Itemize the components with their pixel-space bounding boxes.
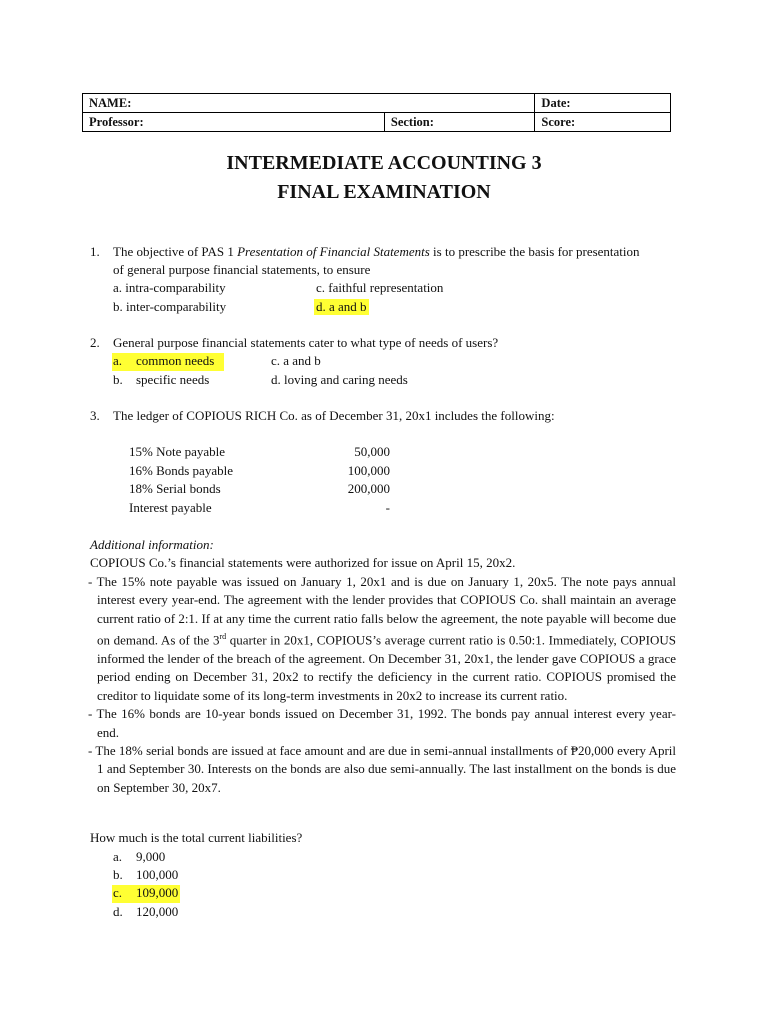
section-field[interactable] [384,113,535,132]
ledger-item: Interest payable [129,500,212,515]
bullet-serial-bonds: - The 18% serial bonds are issued at face amount and are due in semi-annual installments of ₱20,000 every April 1 and September 30. Interests on the bonds are also due semi-annually. The last installment on the bonds is due on September 30, 20x7. [88,742,676,795]
date-field[interactable] [535,94,671,113]
q3-option-c-answer[interactable] [112,885,180,903]
ledger-item: 16% Bonds payable [129,463,233,478]
section-label: Section: [390,114,434,129]
q1-option-c[interactable]: c. faithful representation [316,280,444,295]
exam-subtitle: FINAL EXAMINATION [277,181,491,203]
bullet-note-payable [88,573,676,705]
q2-number: 2. [90,335,100,350]
q3-number: 3. [90,408,100,423]
q3-option-a-letter: a. [113,849,123,864]
score-field[interactable] [535,113,671,132]
q1-text-italic: Presentation of Financial Statements [237,244,430,259]
q1-option-d-answer[interactable]: d. a and b [316,299,367,314]
professor-field[interactable] [83,113,385,132]
q2-option-d[interactable]: d. loving and caring needs [271,372,408,387]
q3-option-b[interactable]: 100,000 [136,867,179,882]
q1-option-b[interactable]: b. inter-comparability [113,299,227,314]
ledger-amount: 50,000 [354,444,390,459]
name-label: NAME: [89,95,132,110]
q3-option-d[interactable]: 120,000 [136,904,179,919]
additional-info-intro: COPIOUS Co.’s financial statements were authorized for issue on April 15, 20x2. [90,555,516,570]
q2-option-b-letter: b. [113,372,123,387]
ledger-item: 18% Serial bonds [129,481,221,496]
header-row-1 [83,94,671,113]
additional-info-bullets [88,573,676,797]
q1-text-a: The objective of PAS 1 [113,244,238,259]
date-label: Date: [541,95,571,110]
q3-text: The ledger of COPIOUS RICH Co. as of December 31, 20x1 includes the following: [113,408,555,423]
ledger-amount: 200,000 [347,481,390,496]
q3-option-b-letter: b. [113,867,123,882]
q2-option-a-letter: a. [113,353,123,368]
q1-text [113,244,640,260]
bullet-note-payable-sup: rd [219,632,227,642]
additional-info-heading: Additional information: [90,537,214,552]
professor-label: Professor: [89,114,144,129]
q3-option-c-letter: c. [113,885,123,900]
q2-option-a-answer[interactable] [112,353,224,371]
bullet-bonds: - The 16% bonds are 10-year bonds issued on December 31, 1992. The bonds pay annual interest every year-end. [88,706,676,740]
bullet-note-payable-b: quarter in 20x1, COPIOUS’s average current ratio is 0.50:1. Immediately, COPIOUS informed the lender of the breach of the agreement. On December 31, 20x1, the lender gave COPIOUS a grace period ending on December 31, 20x2 to rectify the deficiency in the current ratio. COPIOUS promised the creditor to liquidate some of its long-term investments in 20x2 to increase its current ratio. [97,632,676,703]
bullet-note-payable-a: - The 15% note payable was issued on January 1, 20x1 and is due on January 1, 20x5. The note pays annual interest every year-end. The agreement with the lender provides that COPIOUS Co. shall maintain an average current ratio of 2:1. If at any time the current ratio falls below the agreement, the note payable will become due on demand. As of the 3 [88,574,676,648]
exam-title: INTERMEDIATE ACCOUNTING 3 [226,152,542,174]
ledger-item: 15% Note payable [129,444,226,459]
q2-text: General purpose financial statements cater to what type of needs of users? [113,335,499,350]
ledger-amount: - [385,500,390,515]
q1-text-line2: of general purpose financial statements, to ensure [113,262,371,277]
header-row-2 [83,113,671,132]
q2-option-c[interactable]: c. a and b [271,353,321,368]
q3-option-d-letter: d. [113,904,123,919]
q1-option-a[interactable]: a. intra-comparability [113,280,226,295]
q1-text-b: is to prescribe the basis for presentation [429,244,640,259]
ledger-amount: 100,000 [347,463,390,478]
q2-option-a-text: common needs [136,353,215,368]
q1-number: 1. [90,244,100,259]
q3-option-c: 109,000 [136,885,179,900]
header-info-table [82,93,671,132]
q3-option-a[interactable]: 9,000 [136,849,166,864]
q3-question: How much is the total current liabilities? [90,830,303,845]
name-field[interactable] [83,94,535,113]
q2-option-b[interactable]: specific needs [136,372,210,387]
score-label: Score: [541,114,576,129]
